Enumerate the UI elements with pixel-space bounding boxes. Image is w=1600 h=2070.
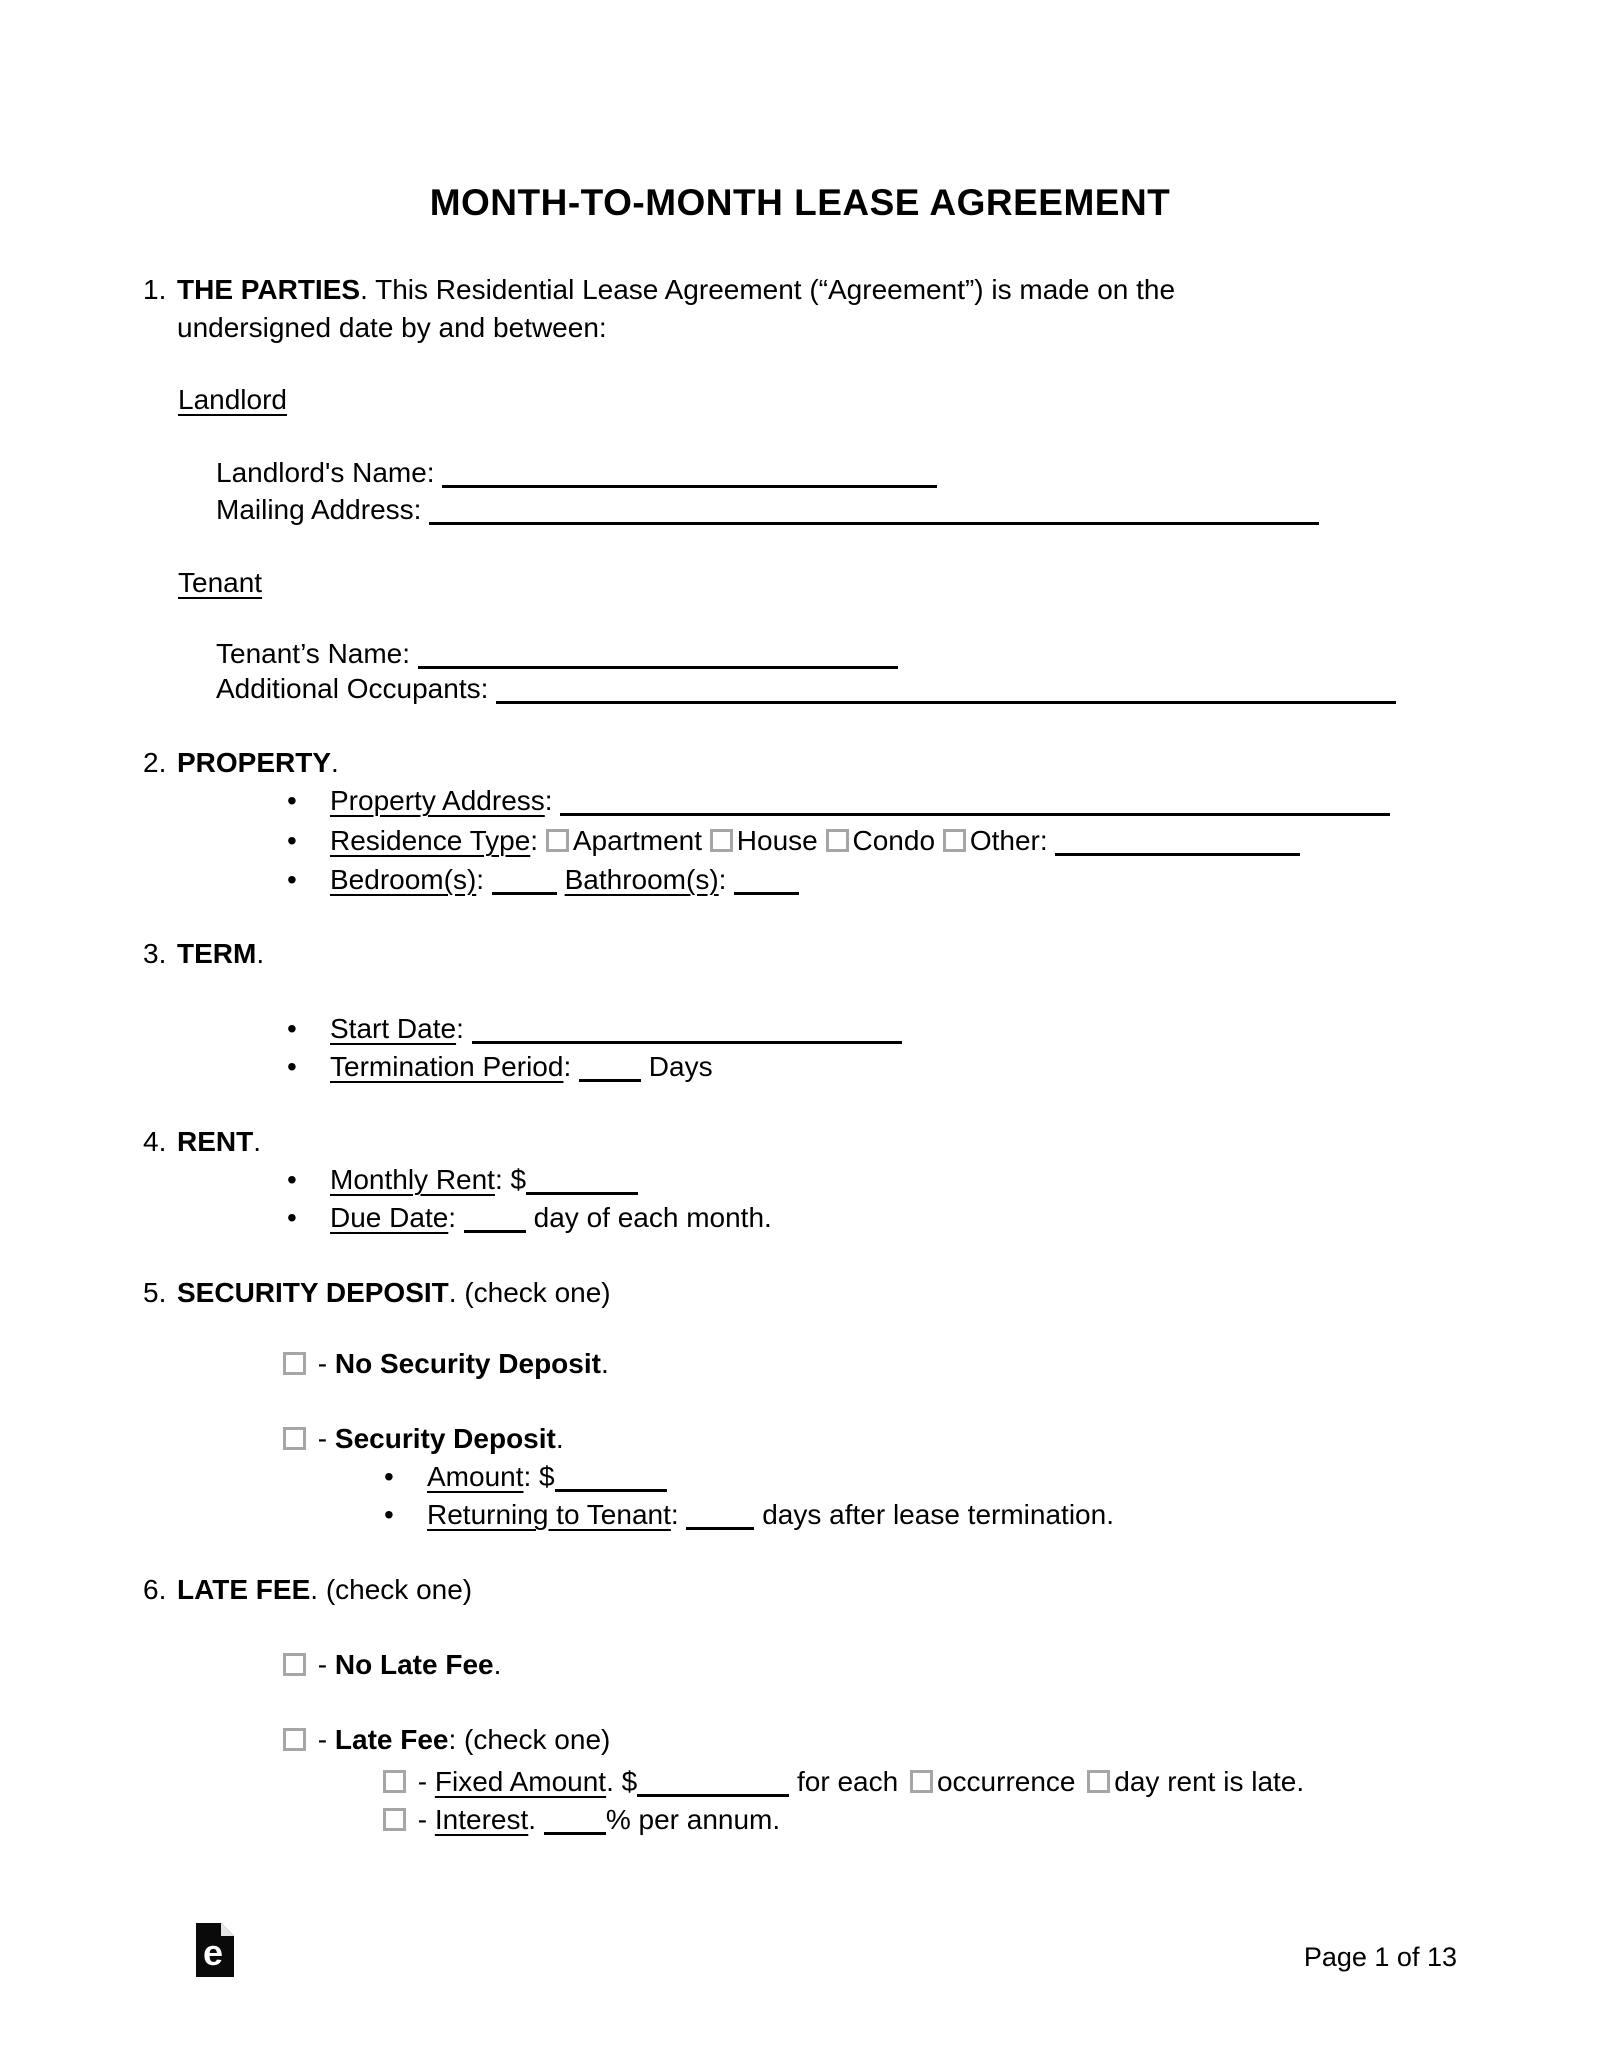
colon: : bbox=[448, 1202, 457, 1233]
monthly-rent-blank[interactable] bbox=[526, 1168, 638, 1195]
section-parties-heading bbox=[143, 271, 1175, 309]
no-late-fee-label: No Late Fee bbox=[334, 1649, 494, 1680]
interest-label: Interest bbox=[434, 1804, 529, 1835]
section-heading: TERM bbox=[177, 938, 257, 969]
late-fee-row bbox=[283, 1721, 610, 1759]
eforms-logo-icon bbox=[196, 1923, 234, 1987]
heading-suffix: . bbox=[331, 747, 339, 778]
apartment-option-label: Apartment bbox=[572, 825, 703, 856]
returning-days-blank[interactable] bbox=[686, 1503, 754, 1530]
deposit-amount-blank[interactable] bbox=[555, 1465, 667, 1492]
residence-type-label: Residence Type bbox=[330, 825, 531, 856]
no-late-fee-row bbox=[283, 1646, 501, 1684]
page-number: Page 1 of 13 bbox=[1303, 1942, 1457, 1972]
house-option-label: House bbox=[736, 825, 818, 856]
period: . bbox=[555, 1423, 564, 1454]
parties-intro-line2: undersigned date by and between: bbox=[177, 312, 607, 343]
bathrooms-blank[interactable] bbox=[734, 868, 799, 895]
occurrence-checkbox[interactable] bbox=[910, 1770, 933, 1793]
returning-suffix: days after lease termination. bbox=[762, 1499, 1114, 1530]
due-date-label: Due Date bbox=[330, 1202, 449, 1233]
section-heading: THE PARTIES bbox=[177, 274, 361, 305]
dollar-prefix: : $ bbox=[523, 1461, 555, 1492]
section-late-fee-heading bbox=[143, 1571, 472, 1609]
section-heading: PROPERTY bbox=[177, 747, 332, 778]
tenant-name-row bbox=[216, 635, 898, 673]
dash: - bbox=[317, 1423, 328, 1454]
residence-type-row bbox=[287, 822, 1300, 860]
fixed-amount-label: Fixed Amount bbox=[434, 1766, 607, 1797]
termination-suffix: Days bbox=[648, 1051, 713, 1082]
bullet-icon: • bbox=[287, 1202, 297, 1233]
bullet-icon: • bbox=[287, 864, 297, 895]
monthly-rent-row bbox=[287, 1161, 638, 1199]
no-security-deposit-row bbox=[283, 1345, 609, 1383]
section-number: 1. bbox=[143, 274, 167, 305]
due-date-blank[interactable] bbox=[464, 1206, 526, 1233]
document-title: MONTH-TO-MONTH LEASE AGREEMENT bbox=[429, 182, 1171, 223]
other-checkbox[interactable] bbox=[943, 829, 966, 852]
section-number: 3. bbox=[143, 938, 167, 969]
day-late-checkbox[interactable] bbox=[1087, 1770, 1110, 1793]
dash: - bbox=[317, 1348, 328, 1379]
additional-occupants-row bbox=[216, 670, 1396, 708]
security-deposit-row bbox=[283, 1420, 564, 1458]
other-option-label: Other: bbox=[969, 825, 1048, 856]
property-address-label: Property Address bbox=[330, 785, 545, 816]
interest-row bbox=[383, 1801, 780, 1839]
colon: : bbox=[563, 1051, 572, 1082]
section-heading: LATE FEE bbox=[177, 1574, 311, 1605]
bullet-icon: • bbox=[287, 1164, 297, 1195]
section-number: 2. bbox=[143, 747, 167, 778]
bullet-icon: • bbox=[287, 1051, 297, 1082]
parties-intro-line1: . This Residential Lease Agreement (“Agreement”) is made on the bbox=[360, 274, 1176, 305]
property-address-blank[interactable] bbox=[560, 789, 1390, 816]
heading-suffix: . bbox=[256, 938, 265, 969]
bullet-icon: • bbox=[287, 1013, 297, 1044]
bullet-icon: • bbox=[287, 825, 297, 856]
mailing-address-row bbox=[216, 491, 1319, 529]
section-property-heading bbox=[143, 744, 339, 782]
start-date-label: Start Date bbox=[330, 1013, 457, 1044]
interest-suffix: % per annum. bbox=[605, 1804, 781, 1835]
apartment-checkbox[interactable] bbox=[546, 829, 569, 852]
colon: : bbox=[718, 864, 727, 895]
colon: : bbox=[544, 785, 553, 816]
returning-to-tenant-label: Returning to Tenant bbox=[427, 1499, 671, 1530]
fixed-amount-checkbox[interactable] bbox=[383, 1770, 406, 1793]
security-deposit-checkbox[interactable] bbox=[283, 1427, 306, 1450]
dollar-prefix: . $ bbox=[606, 1766, 638, 1797]
no-security-deposit-checkbox[interactable] bbox=[283, 1352, 306, 1375]
interest-rate-blank[interactable] bbox=[544, 1808, 606, 1835]
fixed-amount-blank[interactable] bbox=[637, 1770, 789, 1797]
colon: : bbox=[530, 825, 539, 856]
security-deposit-label: Security Deposit bbox=[334, 1423, 556, 1454]
period: . bbox=[600, 1348, 609, 1379]
landlord-name-blank[interactable] bbox=[442, 461, 937, 488]
section-term-heading bbox=[143, 935, 264, 973]
heading-suffix: . (check one) bbox=[310, 1574, 473, 1605]
mailing-address-label: Mailing Address: bbox=[216, 494, 422, 525]
termination-period-blank[interactable] bbox=[579, 1055, 641, 1082]
condo-checkbox[interactable] bbox=[826, 829, 849, 852]
bullet-icon: • bbox=[384, 1499, 394, 1530]
monthly-rent-label: Monthly Rent bbox=[330, 1164, 495, 1195]
dash: - bbox=[417, 1804, 428, 1835]
bedrooms-label: Bedroom(s) bbox=[330, 864, 477, 895]
landlord-name-label: Landlord's Name: bbox=[216, 457, 435, 488]
section-heading: SECURITY DEPOSIT bbox=[177, 1277, 449, 1308]
bedrooms-bathrooms-row bbox=[287, 861, 799, 899]
colon: : bbox=[670, 1499, 679, 1530]
landlord-name-row bbox=[216, 454, 937, 492]
landlord-label bbox=[178, 381, 287, 419]
bathrooms-label: Bathroom(s) bbox=[564, 864, 719, 895]
day-late-label: day rent is late. bbox=[1114, 1766, 1305, 1797]
fixed-amount-row bbox=[383, 1763, 1304, 1801]
colon: : bbox=[476, 864, 485, 895]
period: . bbox=[528, 1804, 537, 1835]
bullet-icon: • bbox=[384, 1461, 394, 1492]
due-date-suffix: day of each month. bbox=[533, 1202, 772, 1233]
section-number: 6. bbox=[143, 1574, 167, 1605]
tenant-label-text: Tenant bbox=[178, 567, 263, 598]
property-address-row bbox=[287, 782, 1390, 820]
late-fee-suffix: : (check one) bbox=[448, 1724, 611, 1755]
section-number: 4. bbox=[143, 1126, 167, 1157]
deposit-amount-row bbox=[384, 1458, 667, 1496]
other-residence-blank[interactable] bbox=[1055, 829, 1300, 856]
tenant-name-blank[interactable] bbox=[418, 642, 898, 669]
due-date-row bbox=[287, 1199, 772, 1237]
termination-period-row bbox=[287, 1048, 713, 1086]
additional-occupants-label: Additional Occupants: bbox=[216, 673, 489, 704]
dollar-prefix: : $ bbox=[494, 1164, 527, 1195]
bullet-icon: • bbox=[287, 785, 297, 816]
for-each-text: for each bbox=[797, 1766, 899, 1797]
occurrence-label: occurrence bbox=[936, 1766, 1076, 1797]
tenant-label bbox=[178, 564, 262, 602]
section-number: 5. bbox=[143, 1277, 167, 1308]
heading-suffix: . bbox=[253, 1126, 262, 1157]
interest-checkbox[interactable] bbox=[383, 1808, 406, 1831]
late-fee-checkbox[interactable] bbox=[283, 1728, 306, 1751]
no-late-fee-checkbox[interactable] bbox=[283, 1653, 306, 1676]
section-security-deposit-heading bbox=[143, 1274, 611, 1312]
dash: - bbox=[317, 1649, 328, 1680]
section-heading: RENT bbox=[177, 1126, 254, 1157]
mailing-address-blank[interactable] bbox=[429, 498, 1319, 525]
colon: : bbox=[456, 1013, 464, 1044]
landlord-label-text: Landlord bbox=[178, 384, 287, 415]
start-date-blank[interactable] bbox=[472, 1017, 902, 1044]
dash: - bbox=[417, 1766, 428, 1797]
dash: - bbox=[317, 1724, 328, 1755]
tenant-name-label: Tenant’s Name: bbox=[216, 638, 411, 669]
condo-option-label: Condo bbox=[852, 825, 936, 856]
bedrooms-blank[interactable] bbox=[492, 868, 557, 895]
no-security-deposit-label: No Security Deposit bbox=[334, 1348, 601, 1379]
start-date-row bbox=[287, 1010, 902, 1048]
returning-to-tenant-row bbox=[384, 1496, 1114, 1534]
heading-suffix: . (check one) bbox=[448, 1277, 611, 1308]
logo-letter: e bbox=[202, 1932, 224, 1973]
house-checkbox[interactable] bbox=[710, 829, 733, 852]
period: . bbox=[493, 1649, 502, 1680]
late-fee-label: Late Fee bbox=[334, 1724, 449, 1755]
deposit-amount-label: Amount bbox=[427, 1461, 524, 1492]
additional-occupants-blank[interactable] bbox=[496, 677, 1396, 704]
termination-period-label: Termination Period bbox=[330, 1051, 564, 1082]
section-rent-heading bbox=[143, 1123, 261, 1161]
